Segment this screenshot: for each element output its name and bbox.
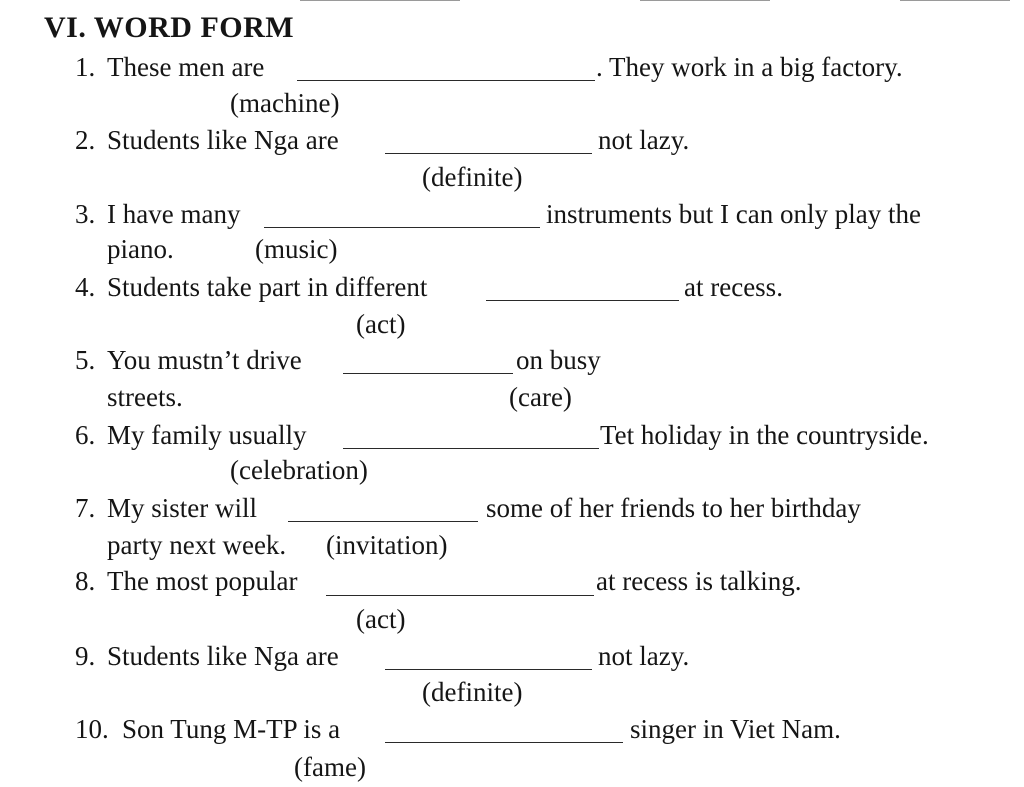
item-text-after: not lazy. — [598, 641, 690, 671]
item-hint: (music) — [255, 234, 338, 264]
item-text-after: singer in Viet Nam. — [630, 714, 841, 744]
answer-blank-9[interactable] — [385, 669, 592, 670]
item-text-before: The most popular — [107, 566, 298, 596]
item-text-line2: party next week. — [107, 530, 287, 560]
item-text-line2: piano. — [107, 234, 174, 264]
item-number: 2. — [75, 125, 96, 155]
answer-blank-2[interactable] — [385, 153, 592, 154]
top-edge-line — [900, 0, 1010, 1]
item-hint: (act) — [356, 309, 406, 339]
item-number: 3. — [75, 199, 96, 229]
item-text-after: at recess is talking. — [596, 566, 802, 596]
answer-blank-8[interactable] — [326, 595, 594, 596]
item-text-before: My family usually — [107, 420, 307, 450]
item-number: 7. — [75, 493, 96, 523]
top-edge-line — [640, 0, 770, 1]
item-number: 8. — [75, 566, 96, 596]
top-edge-line — [300, 0, 460, 1]
item-text-before: Students like Nga are — [107, 641, 339, 671]
item-text-after: . They work in a big factory. — [596, 52, 903, 82]
item-text-after: on busy — [516, 345, 601, 375]
answer-blank-5[interactable] — [343, 373, 513, 374]
item-hint: (celebration) — [230, 455, 368, 485]
item-number: 10. — [75, 714, 109, 744]
item-text-after: instruments but I can only play the — [546, 199, 921, 229]
item-hint: (care) — [509, 382, 572, 412]
item-hint: (definite) — [422, 162, 523, 192]
section-title: VI. WORD FORM — [44, 11, 295, 44]
item-text-before: These men are — [107, 52, 265, 82]
item-text-before: Students like Nga are — [107, 125, 339, 155]
item-hint: (fame) — [294, 752, 366, 782]
item-text-before: I have many — [107, 199, 241, 229]
item-number: 9. — [75, 641, 96, 671]
item-hint: (machine) — [230, 88, 340, 118]
item-number: 5. — [75, 345, 96, 375]
item-text-after: Tet holiday in the countryside. — [600, 420, 929, 450]
answer-blank-3[interactable] — [264, 227, 540, 228]
answer-blank-1[interactable] — [297, 80, 595, 81]
item-hint: (invitation) — [326, 530, 448, 560]
item-text-before: Son Tung M-TP is a — [122, 714, 341, 744]
answer-blank-10[interactable] — [385, 742, 623, 743]
answer-blank-7[interactable] — [288, 521, 478, 522]
item-number: 4. — [75, 272, 96, 302]
answer-blank-4[interactable] — [486, 300, 679, 301]
item-text-line2: streets. — [107, 382, 183, 412]
item-hint: (act) — [356, 604, 406, 634]
item-text-after: not lazy. — [598, 125, 690, 155]
item-text-after: some of her friends to her birthday — [486, 493, 861, 523]
item-text-before: You mustn’t drive — [107, 345, 302, 375]
item-text-after: at recess. — [684, 272, 783, 302]
item-text-before: My sister will — [107, 493, 258, 523]
item-hint: (definite) — [422, 677, 523, 707]
item-number: 1. — [75, 52, 96, 82]
item-text-before: Students take part in different — [107, 272, 428, 302]
answer-blank-6[interactable] — [343, 448, 599, 449]
item-number: 6. — [75, 420, 96, 450]
